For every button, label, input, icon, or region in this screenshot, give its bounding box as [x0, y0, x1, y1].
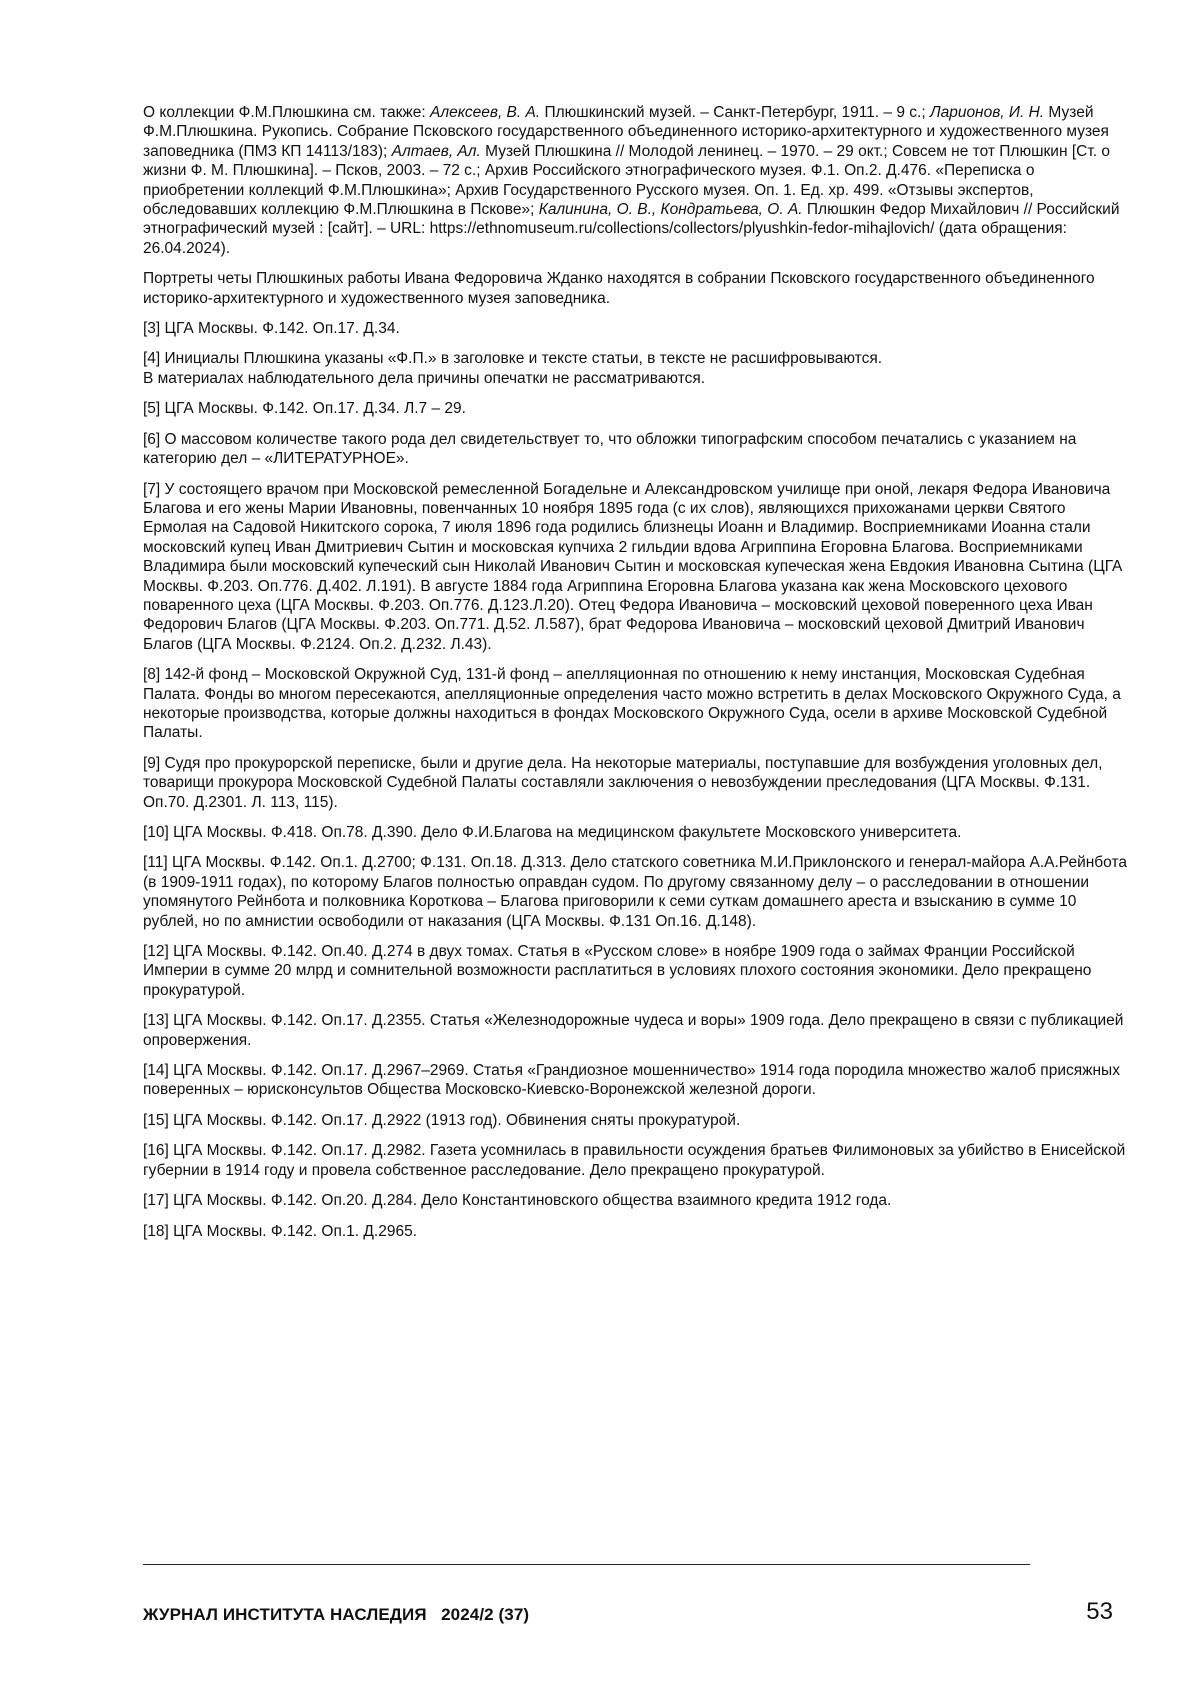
- footnote-3: [3] ЦГА Москвы. Ф.142. Оп.17. Д.34.: [143, 319, 1133, 338]
- footnote-4-line-1: [4] Инициалы Плюшкина указаны «Ф.П.» в заголовке и тексте статьи, в тексте не расшифровываются.: [143, 350, 882, 367]
- footnote-8: [8] 142-й фонд – Московской Окружной Суд, 131-й фонд – апелляционная по отношению к нему инстанция, Московская Судебная Палата. Фонды во многом пересекаются, апелляционные определения часто можно встретить в делах Московского Окружного Суда, а некоторые производства, которые должны находиться в фондах Московского Окружного Суда, осели в архиве Московской Судебной Палаты.: [143, 665, 1133, 743]
- note-text: О коллекции Ф.М.Плюшкина см. также:: [143, 104, 430, 121]
- author-name: Калинина, О. В., Кондратьева, О. А.: [539, 201, 803, 218]
- author-name: Алексеев, В. А.: [430, 104, 540, 121]
- note-portraits: Портреты четы Плюшкиных работы Ивана Федоровича Жданко находятся в собрании Псковского государственного объединенного историко-архитектурного и художественного музея заповедника.: [143, 269, 1133, 308]
- note-text: Музей Плюшкина // Молодой ленинец. – 1970. – 29 окт.; Совсем не тот Плюшкин [Ст. о жизни Ф. М. Плюшкина]. – Псков, 2003. – 72 с.; Архив Российского этнографического музея. Ф.1. Оп.2. Д.476. «Переписка о приобретении коллекций Ф.М.Плюшкина»; Архив Государственного Русского музея. Оп. 1. Ед. хр. 499. «Отзывы экспертов, обследовавших коллекцию Ф.М.Плюшкина в Пскове»;: [143, 143, 1110, 218]
- footnote-5: [5] ЦГА Москвы. Ф.142. Оп.17. Д.34. Л.7 – 29.: [143, 399, 1133, 418]
- footnote-7: [7] У состоящего врачом при Московской ремесленной Богадельне и Александровском училище при оной, лекаря Федора Ивановича Благова и его жены Марии Ивановны, повенчанных 10 ноября 1895 года (с их слов), являющихся прихожанами церкви Святого Ермолая на Садовой Никитского сорока, 7 июля 1896 года родились близнецы Иоанн и Владимир. Восприемниками Иоанна стали московский купец Иван Дмитриевич Сытин и московская купчиха 2 гильдии вдова Агриппина Егоровна Благова. Восприемниками Владимира были московский купеческий сын Николай Иванович Сытин и московская купеческая жена Евдокия Ивановна Сытина (ЦГА Москвы. Ф.203. Оп.776. Д.402. Л.191). В августе 1884 года Агриппина Егоровна Благова указана как жена Московского цехового поваренного цеха (ЦГА Москвы. Ф.203. Оп.776. Д.123.Л.20). Отец Федора Ивановича – московский цеховой поверенного цеха Иван Федорович Благов (ЦГА Москвы. Ф.203. Оп.771. Д.52. Л.587), брат Федорова Ивановича – московский цеховой Дмитрий Иванович Благов (ЦГА Москвы. Ф.2124. Оп.2. Д.232. Л.43).: [143, 480, 1133, 655]
- footnotes-section: [143, 103, 1133, 1252]
- note-text: Плюшкин Федор Михайлович // Российский этнографический музей : [сайт]. – URL: https://ethnomuseum.ru/collections/collectors/plyushkin-fedor-mihajlovich/ (дата обращения: 26.04.2024).: [143, 201, 1120, 257]
- footnote-13: [13] ЦГА Москвы. Ф.142. Оп.17. Д.2355. Статья «Железнодорожные чудеса и воры» 1909 года. Дело прекращено в связи с публикацией опровержения.: [143, 1011, 1133, 1050]
- journal-title: ЖУРНАЛ ИНСТИТУТА НАСЛЕДИЯ 2024/2 (37): [143, 1605, 529, 1625]
- footnote-17: [17] ЦГА Москвы. Ф.142. Оп.20. Д.284. Дело Константиновского общества взаимного кредита 1912 года.: [143, 1191, 1133, 1210]
- footnote-11: [11] ЦГА Москвы. Ф.142. Оп.1. Д.2700; Ф.131. Оп.18. Д.313. Дело статского советника М.И.Приклонского и генерал-майора А.А.Рейнбота (в 1909-1911 годах), по которому Благов полностью оправдан судом. По другому связанному делу – о расследовании в отношении упомянутого Рейнбота и полковника Короткова – Благова приговорили к семи суткам домашнего ареста и взысканию в сумме 10 рублей, но по амнистии освободили от наказания (ЦГА Москвы. Ф.131 Оп.16. Д.148).: [143, 853, 1133, 931]
- footnote-4: [143, 349, 1133, 388]
- footnote-6: [6] О массовом количестве такого рода дел свидетельствует то, что обложки типографским способом печатались с указанием на категорию дел – «ЛИТЕРАТУРНОЕ».: [143, 430, 1133, 469]
- note-text: Плюшкинский музей. – Санкт-Петербург, 1911. – 9 с.;: [540, 104, 930, 121]
- footnote-15: [15] ЦГА Москвы. Ф.142. Оп.17. Д.2922 (1913 год). Обвинения сняты прокуратурой.: [143, 1111, 1133, 1130]
- note-text: Музей Ф.М.Плюшкина. Рукопись. Собрание Псковского государственного объединенного историко-архитектурного и художественного музея заповедника (ПМЗ КП 14113/183);: [143, 104, 1109, 160]
- author-name: Ларионов, И. Н.: [930, 104, 1044, 121]
- note-collection-sources: [143, 103, 1133, 258]
- footnote-12: [12] ЦГА Москвы. Ф.142. Оп.40. Д.274 в двух томах. Статья в «Русском слове» в ноябре 1909 года о займах Франции Российской Империи в сумме 20 млрд и сомнительной возможности расплатиться в условиях плохого состояния экономики. Дело прекращено прокуратурой.: [143, 942, 1133, 1000]
- footnote-10: [10] ЦГА Москвы. Ф.418. Оп.78. Д.390. Дело Ф.И.Благова на медицинском факультете Московского университета.: [143, 823, 1133, 842]
- author-name: Алтаев, Ал.: [392, 143, 481, 160]
- footer-divider: [143, 1564, 1030, 1565]
- footnote-4-line-2: В материалах наблюдательного дела причины опечатки не рассматриваются.: [143, 370, 705, 387]
- footnote-16: [16] ЦГА Москвы. Ф.142. Оп.17. Д.2982. Газета усомнилась в правильности осуждения братьев Филимоновых за убийство в Енисейской губернии в 1914 году и провела собственное расследование. Дело прекращено прокуратурой.: [143, 1141, 1133, 1180]
- page-number: 53: [1086, 1598, 1113, 1626]
- footnote-18: [18] ЦГА Москвы. Ф.142. Оп.1. Д.2965.: [143, 1222, 1133, 1241]
- footnote-9: [9] Судя про прокурорской переписке, были и другие дела. На некоторые материалы, поступавшие для возбуждения уголовных дел, товарищи прокурора Московской Судебной Палаты составляли заключения о невозбуждении преследования (ЦГА Москвы. Ф.131. Оп.70. Д.2301. Л. 113, 115).: [143, 754, 1133, 812]
- footnote-14: [14] ЦГА Москвы. Ф.142. Оп.17. Д.2967–2969. Статья «Грандиозное мошенничество» 1914 года породила множество жалоб присяжных поверенных – юрисконсультов Общества Московско-Киевско-Воронежской железной дороги.: [143, 1061, 1133, 1100]
